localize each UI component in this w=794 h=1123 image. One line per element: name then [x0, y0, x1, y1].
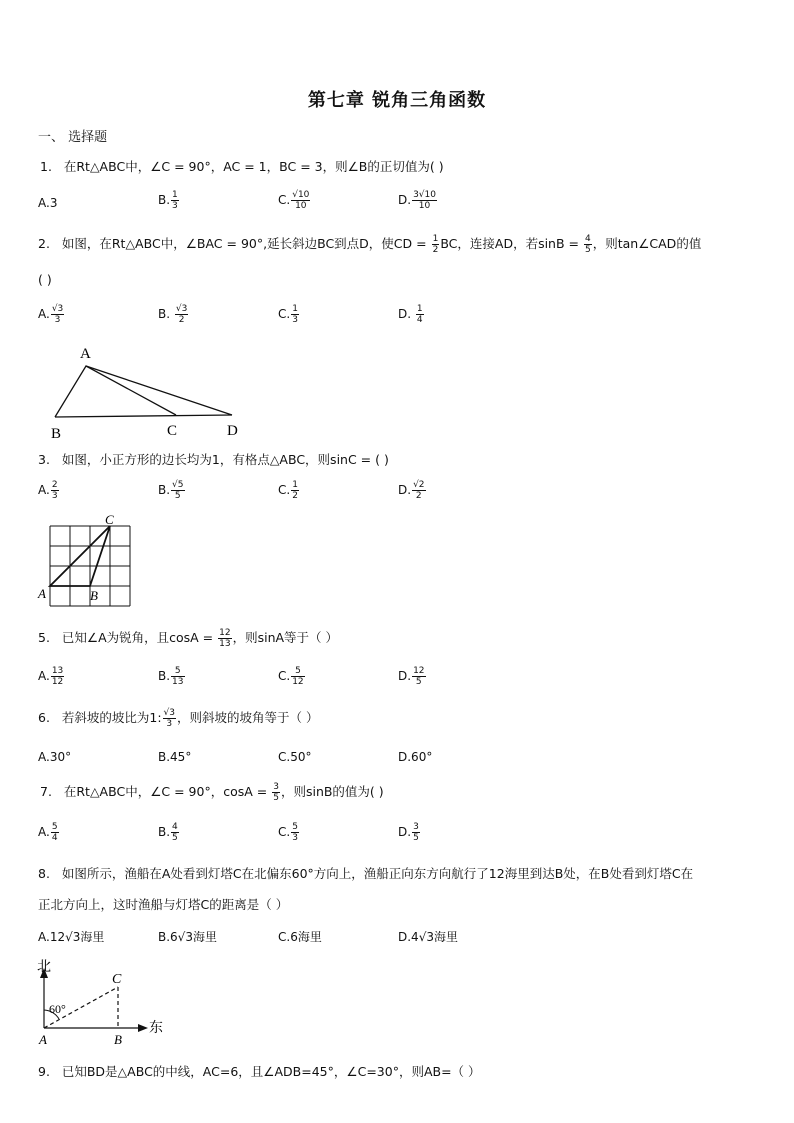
q8-option-b[interactable]: B.6√3海里 [158, 930, 217, 944]
q5-option-a[interactable]: A. $\frac{13}{12}$ [38, 666, 64, 687]
q5-option-c[interactable]: C. $\frac{5}{12}$ [278, 666, 304, 687]
q2-triangle-figure [40, 342, 260, 442]
q7-option-b[interactable]: B. $\frac{4}{5}$ [158, 822, 178, 843]
q5-option-d[interactable]: D. $\frac{12}{5}$ [398, 666, 425, 687]
section-heading: 一、 选择题 [38, 130, 108, 145]
q2-label-a: A [80, 346, 91, 362]
q2-label-d: D [227, 423, 238, 439]
q8-label-a: A [39, 1032, 47, 1047]
q3-grid-figure [34, 512, 144, 612]
q2-line-ad [86, 366, 232, 415]
q2-label-c: C [167, 423, 178, 439]
question-2: 2. 如图，在Rt△ABC中，∠BAC = 90°,延长斜边BC到点D，使CD = $\frac{1}{2}$ BC，连接AD，若sinB = $\frac{4}{5}$ ，则tan∠CAD的值 [38, 234, 702, 255]
q8-option-a[interactable]: A.12√3海里 [38, 930, 105, 944]
q2-triangle-ab-ac [55, 366, 176, 417]
q3-option-a[interactable]: A. $\frac{2}{3}$ [38, 480, 58, 501]
q8-label-c: C [112, 972, 122, 987]
q6-option-a[interactable]: A.30° [38, 750, 72, 764]
q7-option-c[interactable]: C. $\frac{5}{3}$ [278, 822, 298, 843]
q1-option-b[interactable]: B. $\frac{1}{3}$ [158, 190, 178, 211]
question-3-text: 如图，小正方形的边长均为1，有格点△ABC，则sinC = ( ) [61, 452, 389, 467]
q2-option-d[interactable]: D. $\frac{1}{4}$ [398, 304, 423, 325]
q8-label-b: B [114, 1032, 122, 1047]
question-3 [38, 450, 389, 468]
q6-option-b[interactable]: B.45° [158, 750, 192, 764]
question-2-number: 2. [38, 236, 50, 251]
question-7: 7. 在Rt△ABC中，∠C = 90°，cosA = $\frac{3}{5}$ ，则sinB的值为( ) [40, 782, 384, 803]
q6-option-d[interactable]: D.60° [398, 750, 433, 764]
q1-option-a[interactable]: A.3 [38, 196, 58, 210]
q5-option-b[interactable]: B. $\frac{5}{13}$ [158, 666, 184, 687]
question-9-text: 已知BD是△ABC的中线，AC=6，且∠ADB=45°，∠C=30°，则AB=（ ） [61, 1064, 481, 1079]
question-5-number: 5. [38, 630, 50, 645]
q8-option-c[interactable]: C.6海里 [278, 930, 322, 944]
q7-option-d[interactable]: D. $\frac{3}{5}$ [398, 822, 419, 843]
q8-label-north: 北 [37, 960, 51, 975]
q2-option-a[interactable]: A. $\frac{√3}{3}$ [38, 304, 64, 325]
question-8 [38, 864, 693, 882]
q8-label-angle: 60° [49, 1002, 66, 1016]
question-6-number: 6. [38, 710, 50, 725]
question-1-number: 1. [40, 159, 52, 174]
question-8-text: 如图所示，渔船在A处看到灯塔C在北偏东60°方向上，渔船正向东方向航行了12海里到达B处，在B处看到灯塔C在 [61, 866, 694, 881]
q3-option-c[interactable]: C. $\frac{1}{2}$ [278, 480, 298, 501]
q8-bearing-figure [30, 952, 180, 1048]
q8-east-arrow-icon [138, 1024, 148, 1032]
question-8-number: 8. [38, 866, 50, 881]
q3-triangle-abc [50, 526, 110, 586]
q3-label-b: B [90, 588, 98, 603]
page-title: 第七章 锐角三角函数 [307, 90, 487, 111]
question-1 [40, 157, 444, 175]
question-1-text: 在Rt△ABC中，∠C = 90°，AC = 1，BC = 3，则∠B的正切值为( ) [63, 159, 444, 174]
q3-option-b[interactable]: B. $\frac{√5}{5}$ [158, 480, 184, 501]
question-9-number: 9. [38, 1064, 50, 1079]
q3-label-c: C [105, 512, 114, 527]
question-6: 6. 若斜坡的坡比为1: $\frac{√3}{3}$ ，则斜坡的坡角等于（ ） [38, 708, 319, 729]
q7-option-a[interactable]: A. $\frac{5}{4}$ [38, 822, 58, 843]
q2-line-bd [55, 415, 232, 417]
q8-label-east: 东 [149, 1021, 163, 1036]
question-5: 5. 已知∠A为锐角，且cosA = $\frac{12}{13}$ ，则sinA等于（ ） [38, 628, 339, 649]
q2-option-b[interactable]: B. $\frac{√3}{2}$ [158, 304, 188, 325]
question-8-line2: 正北方向上，这时渔船与灯塔C的距离是（ ） [38, 897, 289, 912]
q8-option-d[interactable]: D.4√3海里 [398, 930, 458, 944]
question-7-number: 7. [40, 784, 52, 799]
q3-label-a: A [38, 586, 46, 601]
question-2-line2: ( ) [38, 272, 52, 287]
question-9 [38, 1062, 481, 1080]
q6-option-c[interactable]: C.50° [278, 750, 312, 764]
question-3-number: 3. [38, 452, 50, 467]
q1-option-c[interactable]: C. $\frac{√10}{10}$ [278, 190, 310, 211]
q3-option-d[interactable]: D. $\frac{√2}{2}$ [398, 480, 425, 501]
q2-label-b: B [51, 426, 62, 442]
q1-option-d[interactable]: D. $\frac{3√10}{10}$ [398, 190, 436, 211]
q2-option-c[interactable]: C. $\frac{1}{3}$ [278, 304, 298, 325]
